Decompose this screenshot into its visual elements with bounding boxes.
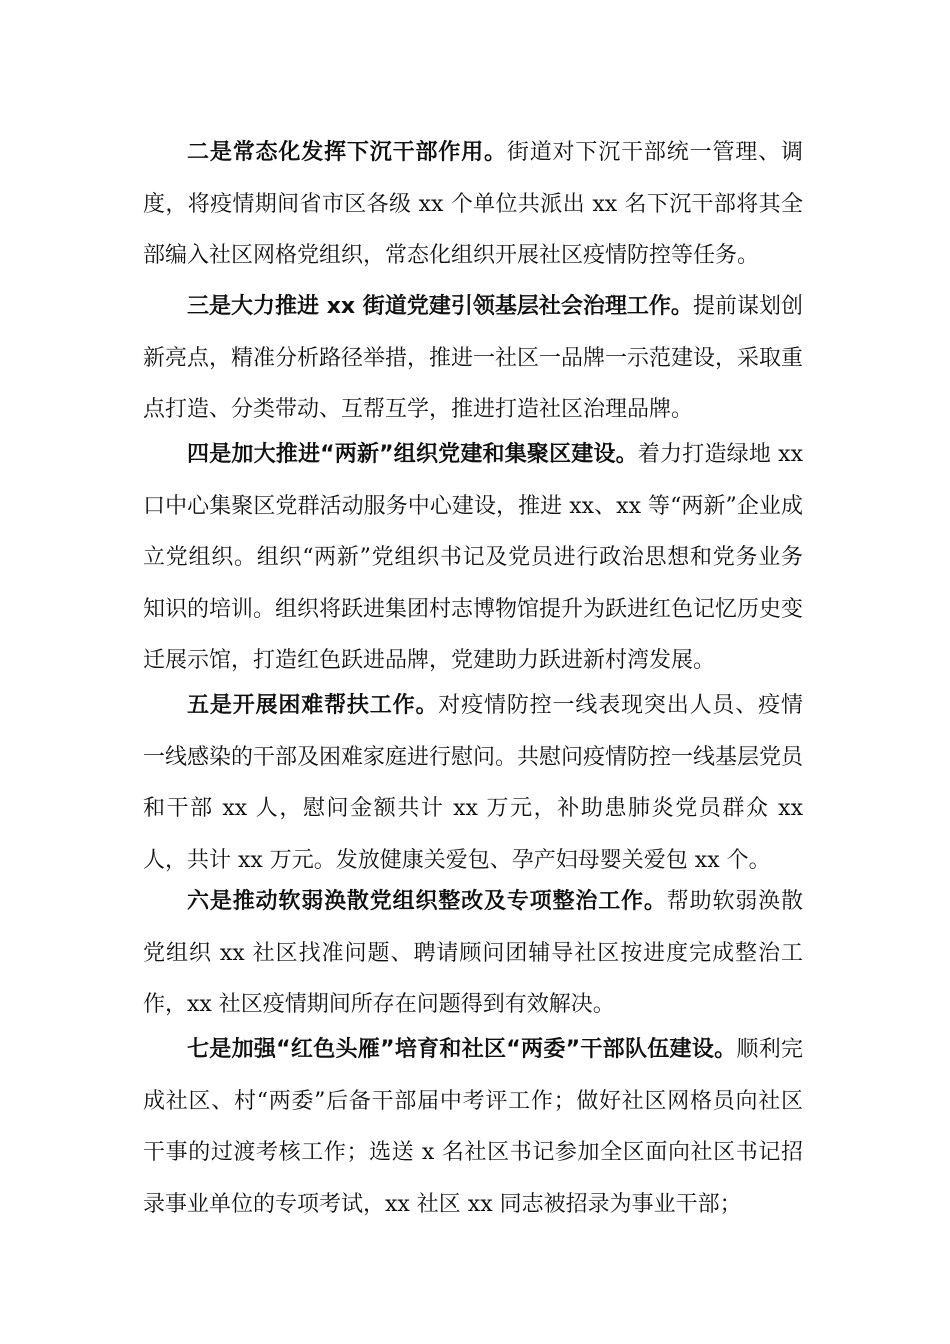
paragraph-5-body: 帮助软弱涣散党组织 xx 社区找准问题、聘请顾问团辅导社区按进度完成整治工作，xx 社区疫情期间所存在问题得到有效解决。 [143, 889, 803, 1017]
paragraph-4-body: 对疫情防控一线表现突出人员、疫情一线感染的干部及困难家庭进行慰问。共慰问疫情防控一线基层党员和干部 xx 人，慰问金额共计 xx 万元，补助患肺炎党员群众 xx 人，共计 xx 万元。发放健康关爱包、孕产妇母婴关爱包 xx 个。 [143, 693, 804, 873]
paragraph-6-heading: 七是加强“红色头雁”培育和社区“两委”干部队伍建设。 [187, 1037, 737, 1062]
paragraph-6 [143, 1024, 803, 1230]
paragraph-2-body: 提前谋划创新亮点，精准分析路径举措，推进一社区一品牌一示范建设，采取重点打造、分类带动、互帮互学，推进打造社区治理品牌。 [143, 294, 804, 422]
paragraph-5 [143, 876, 803, 1031]
paragraph-3 [143, 429, 803, 687]
paragraph-4 [143, 680, 803, 886]
paragraph-4-heading: 五是开展困难帮扶工作。 [187, 693, 439, 718]
paragraph-3-heading: 四是加大推进“两新”组织党建和集聚区建设。 [187, 442, 638, 467]
paragraph-6-body: 顺利完成社区、村“两委”后备干部届中考评工作；做好社区网格员向社区干事的过渡考核工作；选送 x 名社区书记参加全区面向社区书记招录事业单位的专项考试，xx 社区 xx 同志被招录为事业干部； [143, 1037, 803, 1217]
paragraph-2-heading: 三是大力推进 xx 街道党建引领基层社会治理工作。 [187, 294, 693, 319]
paragraph-2 [143, 281, 803, 436]
paragraph-5-heading: 六是推动软弱涣散党组织整改及专项整治工作。 [187, 889, 667, 914]
paragraph-3-body: 着力打造绿地 xx 口中心集聚区党群活动服务中心建设，推进 xx、xx 等“两新”企业成立党组织。组织“两新”党组织书记及党员进行政治思想和党务业务知识的培训。组织将跃进集团村志博物馆提升为跃进红色记忆历史变迁展示馆，打造红色跃进品牌，党建助力跃进新村湾发展。 [143, 442, 804, 673]
paragraph-1-heading: 二是常态化发挥下沉干部作用。 [187, 140, 507, 165]
paragraph-1-body: 街道对下沉干部统一管理、调度，将疫情期间省市区各级 xx 个单位共派出 xx 名下沉干部将其全部编入社区网格党组织，常态化组织开展社区疫情防控等任务。 [143, 140, 803, 268]
paragraph-1 [143, 127, 803, 282]
